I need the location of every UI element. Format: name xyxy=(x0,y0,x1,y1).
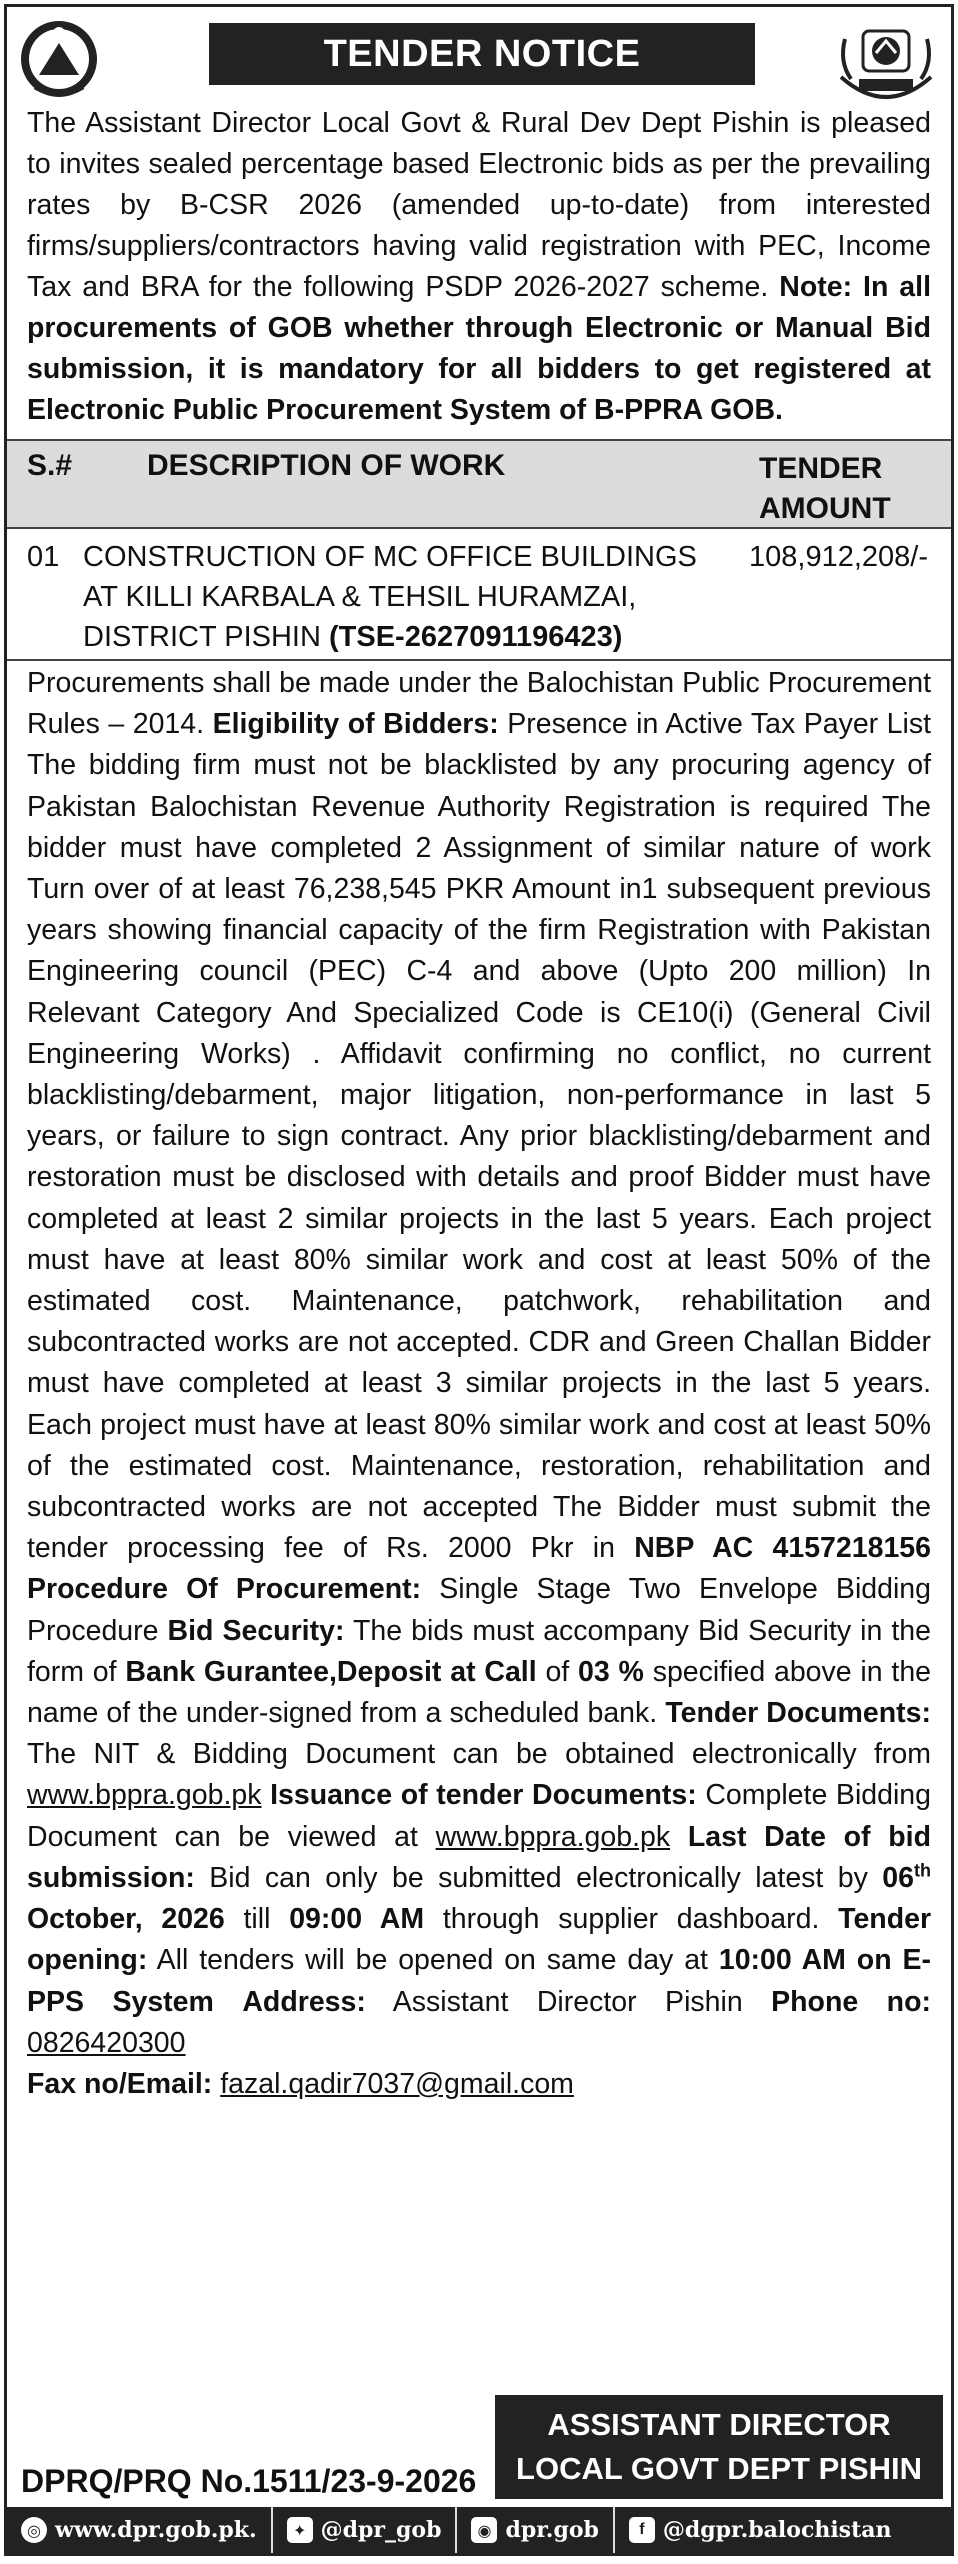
footer-twitter-text: @dpr_gob xyxy=(320,2517,442,2543)
procedure-label: Procedure Of Procurement: xyxy=(27,1573,422,1606)
facebook-icon: f xyxy=(629,2517,655,2543)
bid-security-percent: 03 % xyxy=(578,1655,644,1688)
bank-guarantee: Bank Gurantee,Deposit at Call xyxy=(125,1655,537,1688)
header-sno: S.# xyxy=(27,449,73,482)
last-date-text: Bid can only be submitted electronically latest by xyxy=(209,1861,868,1894)
footer-website-text: www.dpr.gob.pk. xyxy=(55,2517,257,2543)
through-text: through supplier dashboard. xyxy=(442,1903,820,1936)
issuance-label: Issuance of tender Documents: xyxy=(270,1779,697,1812)
date-suffix: th xyxy=(914,1860,931,1881)
date-rest: October, 2026 xyxy=(27,1903,225,1936)
table-header xyxy=(7,439,951,529)
header xyxy=(7,7,951,103)
terms-paragraph xyxy=(7,661,951,2105)
table-row xyxy=(7,529,951,661)
signature-block xyxy=(495,2395,943,2499)
signature-line1: ASSISTANT DIRECTOR xyxy=(547,2407,891,2442)
row-description-line1: CONSTRUCTION OF MC OFFICE BUILDINGS xyxy=(83,541,697,573)
issuance-text: Complete Bidding Document can be viewed at xyxy=(27,1779,932,1853)
address-text: Assistant Director Pishin xyxy=(392,1985,743,2018)
row-description-line3-wrap xyxy=(83,617,733,657)
reference-number: DPRQ/PRQ No.1511/23-9-2026 xyxy=(21,2463,477,2499)
rules-text: Procurements shall be made under the Balochistan Public Procurement Rules – 2014. xyxy=(27,667,931,741)
bid-security-text: The bids must accompany Bid Security in the form of xyxy=(27,1614,931,1688)
tender-docs-text: The NIT & Bidding Document can be obtained electronically from xyxy=(27,1738,931,1771)
tender-docs-label: Tender Documents: xyxy=(665,1697,931,1730)
footer-bar xyxy=(7,2507,951,2553)
twitter-icon: ✦ xyxy=(287,2517,313,2543)
website-link-2[interactable]: www.bppra.gob.pk xyxy=(435,1820,671,1853)
header-amount-line1: TENDER xyxy=(759,452,883,485)
last-date-label: Last Date of bid submission: xyxy=(27,1820,931,1894)
procedure-text: Single Stage Two Envelope Bidding Procedure xyxy=(27,1573,932,1647)
phone-label: Phone no: xyxy=(771,1985,931,2018)
row-tender-code: (TSE-2627091196423) xyxy=(329,621,623,653)
intro-text: The Assistant Director Local Govt & Rural Dev Dept Pishin is pleased to invites sealed percentage based Electronic bids as per the prevailing rates by B-CSR 2026 (amended up-to-date) from interested firms/suppliers/contractors having valid registration with PEC, Income Tax and BRA for the following PSDP 2026-2027 scheme. xyxy=(27,107,931,303)
intro-paragraph xyxy=(7,103,951,431)
eligibility-text: Presence in Active Tax Payer List The bidding firm must not be blacklisted by any procuring agency of Pakistan Balochistan Revenue Authority Registration is required The bidder must have completed 2 Assignment of similar nature of work Turn over of at least 76,238,545 PKR Amount in1 subsequent previous years showing financial capacity of the firm Registration with Pakistan Engineering council (PEC) C-4 and above (Upto 200 million) In Relevant Category And Specialized Code is CE10(i) (General Civil Engineering Works) . Affidavit confirming no conflict, no current blacklisting/debarment, major litigation, non-performance in last 5 years, or failure to sign contract. Any prior blacklisting/debarment and restoration must be disclosed with details and proof Bidder must have completed at least 2 similar projects in the last 5 years. Each project must have at least 80% similar work and cost at least 50% of the estimated cost. Maintenance, patchwork, rehabilitation and subcontracted works are not accepted. CDR and Green Challan Bidder must have completed at least 3 similar projects in the last 5 years. Each project must have at least 80% similar work and cost at least 50% of the estimated cost. Maintenance, restoration, rehabilitation and subcontracted works are not accepted The Bidder must submit the tender processing fee of Rs. 2000 Pkr in xyxy=(27,708,932,1565)
eligibility-label: Eligibility of Bidders: xyxy=(212,708,499,741)
intro-note: Note: In all procurements of GOB whether through Electronic or Manual Bid submission, it is mandatory for all bidders to get registered at Electronic Public Procurement System of B-PPRA GOB. xyxy=(27,271,931,426)
footer-instagram-text: dpr.gob xyxy=(505,2517,599,2543)
footer-facebook-text: @dgpr.balochistan xyxy=(662,2517,892,2543)
dpr-emblem-icon xyxy=(831,17,941,101)
row-amount: 108,912,208/- xyxy=(749,541,928,573)
header-amount-line2: AMOUNT xyxy=(759,492,891,525)
tender-notice-page xyxy=(4,4,954,2556)
header-amount xyxy=(759,449,939,529)
of-word: of xyxy=(545,1655,570,1688)
email-link[interactable]: fazal.qadir7037@gmail.com xyxy=(220,2067,574,2100)
footer-website[interactable] xyxy=(7,2507,273,2553)
bid-security-label: Bid Security: xyxy=(167,1614,345,1647)
globe-icon: ◎ xyxy=(21,2517,47,2543)
row-sno: 01 xyxy=(27,541,60,573)
website-link[interactable]: www.bppra.gob.pk xyxy=(27,1779,262,1812)
opening-time: 10:00 AM on E-PPS System xyxy=(27,1944,931,2018)
phone-number[interactable]: 0826420300 xyxy=(27,2026,186,2059)
submission-time: 09:00 AM xyxy=(289,1903,425,1936)
footer-instagram[interactable] xyxy=(457,2507,614,2553)
address-label: Address: xyxy=(242,1985,366,2018)
fax-email-label: Fax no/Email: xyxy=(27,2067,213,2100)
signature-line2: LOCAL GOVT DEPT PISHIN xyxy=(516,2451,922,2486)
opening-label: Tender opening: xyxy=(27,1903,932,1977)
date-day: 06 xyxy=(882,1861,914,1894)
bid-security-tail: specified above in the name of the under-signed from a scheduled bank. xyxy=(27,1655,932,1730)
page-title: TENDER NOTICE xyxy=(209,23,755,85)
row-description xyxy=(83,537,733,657)
footer-facebook[interactable] xyxy=(615,2507,906,2553)
bank-account: NBP AC 4157218156 xyxy=(634,1532,931,1565)
header-description: DESCRIPTION OF WORK xyxy=(147,449,506,482)
instagram-icon: ◉ xyxy=(471,2517,497,2543)
opening-text: All tenders will be opened on same day at xyxy=(156,1944,708,1977)
row-description-line3: DISTRICT PISHIN xyxy=(83,621,321,653)
footer-twitter[interactable] xyxy=(273,2507,458,2553)
balochistan-emblem-icon xyxy=(17,17,101,101)
till-word: till xyxy=(243,1903,271,1936)
row-description-line2: AT KILLI KARBALA & TEHSIL HURAMZAI, xyxy=(83,581,637,613)
